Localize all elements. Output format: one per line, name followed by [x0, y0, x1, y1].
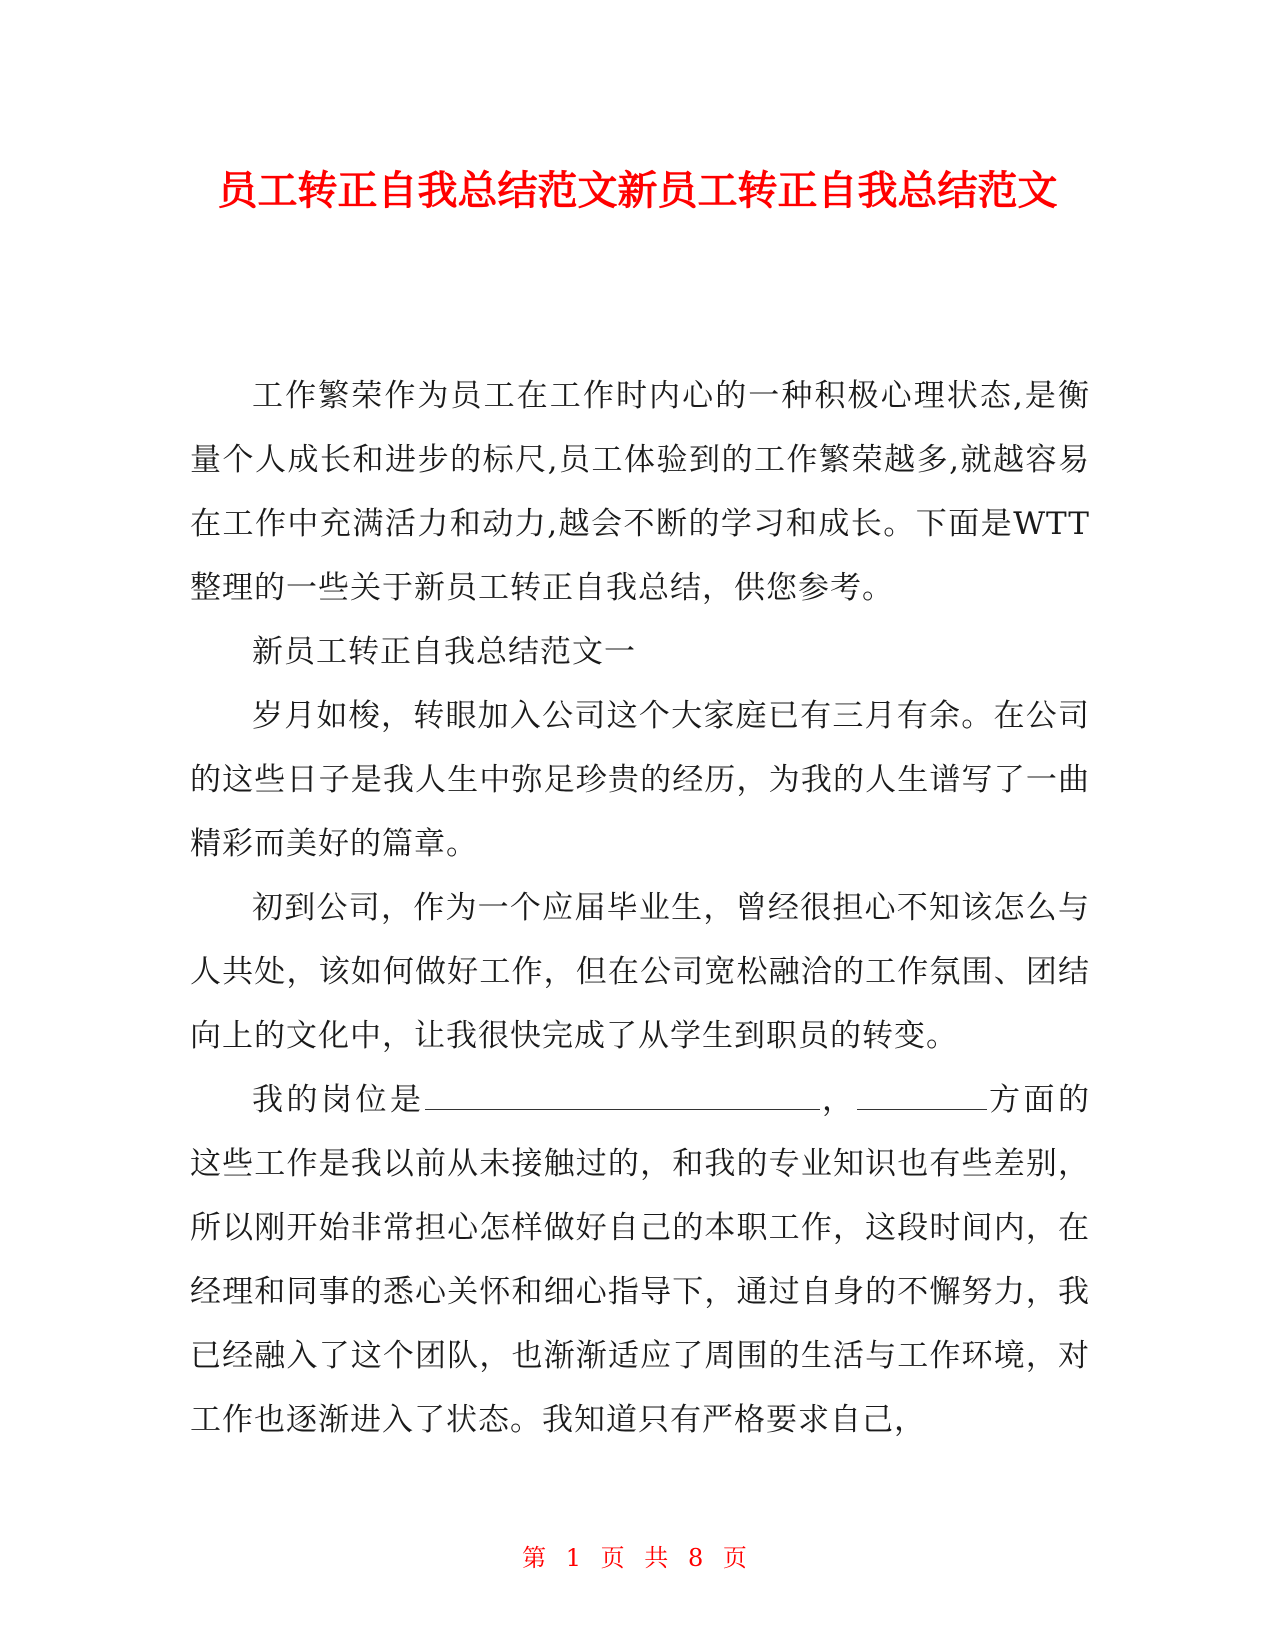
field-blank[interactable] [857, 1071, 987, 1110]
paragraph-arrival: 初到公司，作为一个应届毕业生，曾经很担心不知该怎么与人共处，该如何做好工作，但在公司宽松融洽的工作氛围、团结向上的文化中，让我很快完成了从学生到职员的转变。 [190, 890, 1090, 1054]
position-blank[interactable] [425, 1071, 820, 1110]
section-heading: 新员工转正自我总结范文一 [252, 634, 636, 670]
document-body [190, 364, 1090, 1452]
paragraph-time: 岁月如梭，转眼加入公司这个大家庭已有三月有余。在公司的这些日子是我人生中弥足珍贵的经历，为我的人生谱写了一曲精彩而美好的篇章。 [190, 698, 1090, 862]
paragraph-intro: 工作繁荣作为员工在工作时内心的一种积极心理状态,是衡量个人成长和进步的标尺,员工体验到的工作繁荣越多,就越容易在工作中充满活力和动力,越会不断的学习和成长。下面是WTT整理的一些关于新员工转正自我总结，供您参考。 [190, 378, 1090, 606]
position-text-rest: 方面的这些工作是我以前从未接触过的，和我的专业知识也有些差别，所以刚开始非常担心怎样做好自己的本职工作，这段时间内，在经理和同事的悉心关怀和细心指导下，通过自身的不懈努力，我已经融入了这个团队，也渐渐适应了周围的生活与工作环境，对工作也逐渐进入了状态。我知道只有严格要求自己， [190, 1082, 1090, 1438]
document-title: 员工转正自我总结范文新员工转正自我总结范文 [217, 168, 1058, 214]
page-footer: 第 1 页 共 8 页 [522, 1544, 753, 1572]
position-comma: ， [819, 1082, 857, 1118]
position-text-start: 我的岗位是 [252, 1082, 425, 1118]
paragraph-position [190, 1068, 1090, 1452]
